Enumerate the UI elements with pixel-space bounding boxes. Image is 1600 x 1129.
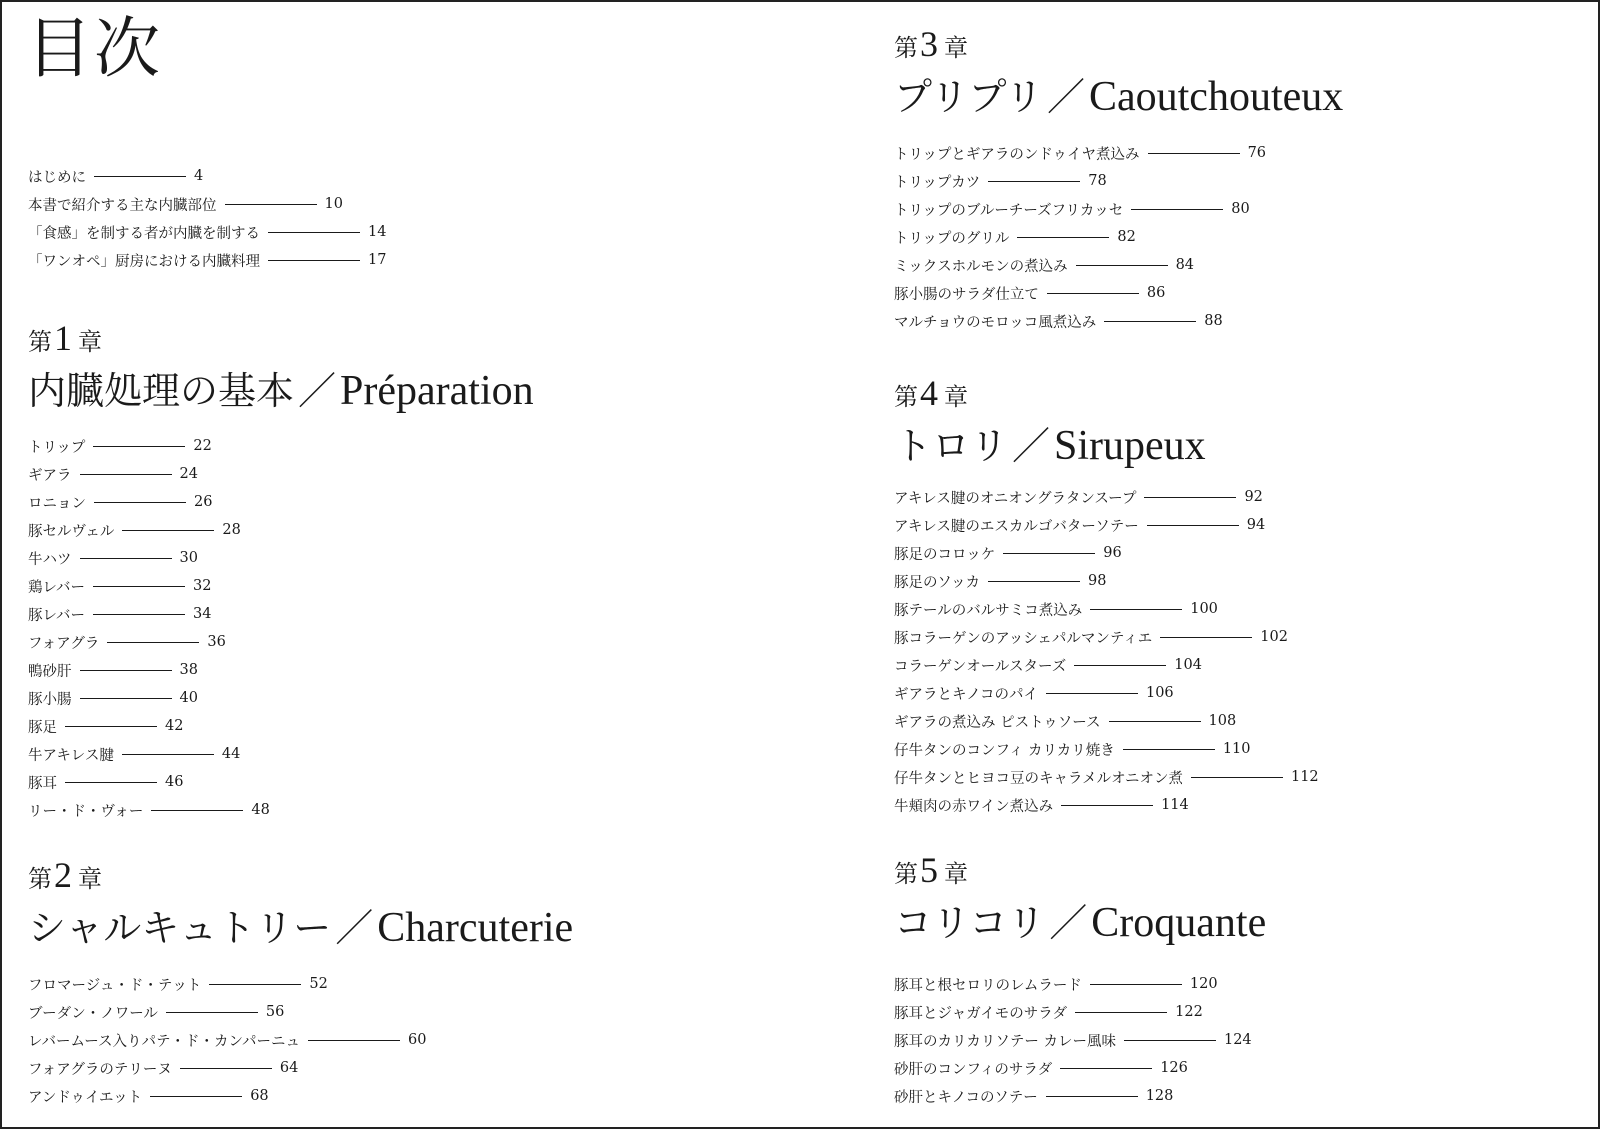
toc-entry-title: 仔牛タンのコンフィ カリカリ焼き (894, 742, 1115, 759)
chapter-2 (28, 857, 573, 949)
toc-leader-line (1047, 293, 1139, 294)
toc-entry (28, 460, 270, 488)
chapter-title-jp: シャルキュトリー (28, 906, 332, 950)
toc-leader-line (93, 446, 185, 447)
toc-entry-title: 本書で紹介する主な内臓部位 (28, 197, 217, 214)
toc-leader-line (107, 642, 199, 643)
toc-leader-line (1090, 984, 1182, 985)
chapter-title-jp: プリプリ (894, 75, 1043, 119)
toc-entry-title: 砂肝のコンフィのサラダ (894, 1061, 1053, 1078)
toc-leader-line (1148, 153, 1240, 154)
toc-entry-title: 豚テールのバルサミコ煮込み (894, 602, 1083, 619)
toc-entry-title: ギアラの煮込み ピストゥソース (894, 714, 1101, 731)
toc-entry-title: 鶏レバー (28, 579, 85, 596)
toc-entry-page: 68 (250, 1088, 269, 1104)
toc-entry-title: 牛アキレス腱 (28, 747, 114, 764)
toc-entry-page: 128 (1145, 1088, 1174, 1104)
toc-entry-page: 26 (194, 494, 213, 510)
toc-entry-title: アキレス腱のエスカルゴバターソテー (894, 518, 1139, 535)
toc-entry (28, 544, 270, 572)
chapter-suffix: 章 (78, 865, 102, 893)
toc-entry-title: 「ワンオペ」厨房における内臓料理 (28, 253, 260, 270)
toc-leader-line (1074, 665, 1166, 666)
toc-entry-title: 豚レバー (28, 607, 85, 624)
toc-leader-line (80, 670, 172, 671)
toc-entry-title: 豚小腸のサラダ仕立て (894, 286, 1039, 303)
toc-entry (894, 623, 1319, 651)
toc-entry-title: 砂肝とキノコのソテー (894, 1089, 1038, 1106)
toc-entry (28, 684, 270, 712)
toc-entry (28, 970, 426, 998)
chapter-title-fr: Caoutchouteux (1088, 74, 1344, 120)
toc-entry-title: 豚耳 (28, 775, 57, 792)
toc-entry (894, 1026, 1252, 1054)
chapter-number-label (894, 852, 1266, 888)
toc-entry (894, 1082, 1252, 1110)
toc-entry (894, 539, 1319, 567)
chapter-number-label (894, 26, 1343, 62)
toc-entry-title: 鴨砂肝 (28, 663, 72, 680)
toc-leader-line (65, 782, 157, 783)
toc-entry-title: 豚小腸 (28, 691, 72, 708)
toc-entry (28, 246, 386, 274)
toc-entry (894, 511, 1319, 539)
toc-entry-page: 106 (1145, 685, 1174, 701)
toc-entry (28, 162, 386, 190)
chapter-title (28, 370, 534, 412)
toc-entry-title: アキレス腱のオニオングラタンスープ (894, 490, 1137, 507)
toc-leader-line (122, 754, 214, 755)
toc-entry (894, 251, 1266, 279)
toc-entry-page: 42 (165, 718, 184, 734)
page-title: 目次 (26, 10, 162, 87)
chapter-title-fr: Préparation (340, 368, 534, 414)
toc-entry (894, 223, 1266, 251)
toc-leader-line (151, 810, 243, 811)
toc-entry-page: 28 (222, 522, 241, 538)
chapter-prefix: 第 (28, 328, 52, 356)
chapter-suffix: 章 (944, 383, 968, 411)
toc-entry-title: フロマージュ・ド・テット (28, 977, 202, 994)
toc-entry-page: 126 (1160, 1060, 1188, 1076)
toc-entry-page: 92 (1244, 489, 1263, 505)
toc-entry (28, 432, 270, 460)
toc-entry-page: 114 (1161, 797, 1189, 813)
toc-leader-line (1131, 209, 1223, 210)
toc-entry-page: 40 (179, 690, 198, 706)
toc-leader-line (166, 1012, 258, 1013)
toc-entry-page: 78 (1088, 173, 1107, 189)
chapter-prefix: 第 (894, 34, 918, 62)
toc-entry (894, 595, 1319, 623)
toc-entry (28, 740, 270, 768)
toc-entry-page: 104 (1174, 657, 1202, 673)
toc-entry-page: 84 (1175, 257, 1195, 273)
chapter-1-list (28, 432, 270, 824)
toc-entry-page: 112 (1290, 769, 1319, 785)
toc-leader-line (1144, 497, 1236, 498)
toc-entry-title: トリップカツ (894, 174, 981, 191)
toc-entry (894, 279, 1266, 307)
toc-entry-title: コラーゲンオールスターズ (894, 658, 1067, 675)
toc-entry-page: 48 (251, 802, 270, 818)
toc-entry-title: レバームース入りパテ・ド・カンパーニュ (28, 1033, 301, 1050)
toc-leader-line (65, 726, 157, 727)
toc-entry-title: ギアラ (28, 467, 72, 484)
toc-entry-page: 52 (309, 976, 328, 992)
toc-leader-line (1147, 525, 1239, 526)
chapter-prefix: 第 (894, 383, 918, 411)
toc-leader-line (94, 502, 186, 503)
toc-entry-page: 38 (179, 662, 198, 678)
intro-list (28, 162, 386, 274)
toc-entry (894, 679, 1319, 707)
toc-entry-title: ブーダン・ノワール (28, 1005, 158, 1022)
toc-leader-line (1124, 1040, 1216, 1041)
toc-leader-line (1160, 637, 1252, 638)
toc-entry-page: 34 (193, 606, 212, 622)
toc-entry-title: トリップのグリル (894, 230, 1010, 247)
toc-entry (894, 970, 1252, 998)
chapter-2-list (28, 970, 426, 1110)
toc-entry-page: 46 (165, 774, 184, 790)
toc-entry-page: 76 (1247, 145, 1267, 161)
toc-entry-title: フォアグラのテリーヌ (28, 1061, 172, 1078)
chapter-title (28, 907, 573, 949)
toc-leader-line (1090, 609, 1182, 610)
chapter-title-jp: トロリ (894, 424, 1009, 468)
toc-entry (894, 139, 1266, 167)
chapter-suffix: 章 (944, 860, 968, 888)
toc-entry-title: トリップ (28, 439, 86, 456)
chapter-number: 5 (920, 850, 938, 890)
toc-entry (28, 190, 386, 218)
chapter-title-fr: Charcuterie (377, 905, 574, 951)
toc-leader-line (80, 474, 172, 475)
toc-entry-page: 100 (1190, 601, 1218, 617)
toc-leader-line (1003, 553, 1095, 554)
chapter-number-label (28, 320, 534, 356)
chapter-number: 1 (54, 318, 72, 358)
toc-entry-page: 88 (1204, 313, 1223, 329)
toc-entry-title: トリップとギアラのンドゥイヤ煮込み (894, 146, 1140, 163)
chapter-title (894, 76, 1343, 118)
chapter-prefix: 第 (28, 865, 52, 893)
toc-leader-line (1109, 721, 1201, 722)
toc-entry-page: 102 (1260, 629, 1288, 645)
toc-entry-title: マルチョウのモロッコ風煮込み (894, 314, 1097, 331)
chapter-title-fr: Sirupeux (1054, 423, 1206, 469)
chapter-3 (894, 26, 1343, 118)
toc-leader-line (1046, 1096, 1138, 1097)
chapter-title-separator: ／ (1049, 901, 1088, 945)
toc-entry-title: リー・ド・ヴォー (28, 803, 144, 820)
toc-leader-line (1076, 265, 1168, 266)
chapter-number: 2 (54, 855, 72, 895)
toc-entry (894, 483, 1319, 511)
toc-leader-line (80, 698, 172, 699)
toc-entry-title: フォアグラ (28, 635, 100, 652)
toc-leader-line (268, 260, 360, 261)
toc-entry-page: 86 (1146, 285, 1166, 301)
toc-entry-title: 「食感」を制する者が内臓を制する (28, 225, 260, 242)
toc-leader-line (94, 176, 186, 177)
toc-entry (28, 796, 270, 824)
toc-entry (894, 651, 1319, 679)
toc-entry-page: 10 (324, 196, 343, 212)
toc-entry-page: 96 (1103, 545, 1122, 561)
toc-entry-page: 30 (179, 550, 198, 566)
toc-leader-line (988, 581, 1080, 582)
toc-leader-line (1075, 1012, 1167, 1013)
chapter-number: 3 (920, 24, 938, 64)
toc-leader-line (93, 614, 185, 615)
toc-entry-page: 24 (179, 466, 198, 482)
toc-entry-page: 82 (1117, 229, 1136, 245)
toc-leader-line (1104, 321, 1196, 322)
toc-entry (28, 712, 270, 740)
toc-leader-line (122, 530, 214, 531)
toc-entry-title: 豚セルヴェル (28, 523, 115, 540)
toc-entry-page: 44 (221, 746, 241, 762)
toc-entry-page: 120 (1189, 976, 1218, 992)
toc-entry (28, 218, 386, 246)
chapter-number: 4 (920, 373, 938, 413)
chapter-title-jp: コリコリ (894, 901, 1046, 945)
toc-entry-title: 豚足のソッカ (894, 574, 980, 591)
toc-entry-page: 98 (1088, 573, 1107, 589)
toc-entry-title: 豚コラーゲンのアッシェパルマンティエ (894, 630, 1153, 647)
toc-leader-line (988, 181, 1080, 182)
toc-leader-line (1017, 237, 1109, 238)
toc-entry (28, 656, 270, 684)
chapter-3-list (894, 139, 1266, 335)
toc-entry-title: 牛頬肉の赤ワイン煮込み (894, 798, 1054, 815)
toc-entry (28, 600, 270, 628)
toc-entry-title: 豚耳とジャガイモのサラダ (894, 1005, 1068, 1022)
toc-entry-title: 仔牛タンとヒヨコ豆のキャラメルオニオン煮 (894, 770, 1183, 787)
toc-entry (894, 567, 1319, 595)
chapter-5-list (894, 970, 1252, 1110)
toc-entry-title: 豚耳のカリカリソテー カレー風味 (894, 1033, 1116, 1050)
chapter-suffix: 章 (78, 328, 102, 356)
toc-leader-line (225, 204, 317, 205)
toc-entry-title: ミックスホルモンの煮込み (894, 258, 1068, 275)
toc-entry (28, 1026, 426, 1054)
toc-entry (28, 488, 270, 516)
toc-entry-page: 122 (1175, 1004, 1203, 1020)
toc-leader-line (180, 1068, 272, 1069)
chapter-4 (894, 375, 1206, 467)
toc-entry (28, 1054, 426, 1082)
chapter-number-label (28, 857, 573, 893)
chapter-5 (894, 852, 1266, 944)
toc-leader-line (1060, 1068, 1152, 1069)
toc-entry-page: 60 (408, 1032, 427, 1048)
toc-entry-page: 32 (193, 578, 212, 594)
toc-entry-page: 22 (193, 438, 212, 454)
toc-entry (894, 195, 1266, 223)
toc-entry (894, 707, 1319, 735)
toc-entry-page: 64 (279, 1060, 299, 1076)
toc-entry-page: 17 (368, 252, 387, 268)
chapter-title (894, 902, 1266, 944)
toc-leader-line (209, 984, 301, 985)
toc-entry (894, 167, 1266, 195)
chapter-number-label (894, 375, 1206, 411)
toc-entry (894, 998, 1252, 1026)
toc-leader-line (1191, 777, 1283, 778)
toc-entry-page: 108 (1208, 713, 1237, 729)
toc-entry-title: 豚耳と根セロリのレムラード (894, 977, 1082, 994)
toc-entry (894, 1054, 1252, 1082)
toc-entry (28, 628, 270, 656)
toc-leader-line (1123, 749, 1215, 750)
toc-entry-title: ギアラとキノコのパイ (894, 686, 1038, 703)
toc-entry-title: アンドゥイエット (28, 1089, 143, 1106)
toc-entry-page: 14 (368, 224, 387, 240)
toc-entry-page: 124 (1223, 1032, 1252, 1048)
toc-entry (28, 1082, 426, 1110)
toc-entry-title: 豚足 (28, 719, 57, 736)
toc-entry (894, 791, 1319, 819)
chapter-prefix: 第 (894, 860, 918, 888)
toc-entry-title: 豚足のコロッケ (894, 546, 996, 563)
toc-entry (28, 998, 426, 1026)
toc-leader-line (308, 1040, 400, 1041)
toc-entry (28, 768, 270, 796)
toc-entry (28, 572, 270, 600)
chapter-1 (28, 320, 534, 412)
chapter-suffix: 章 (944, 34, 968, 62)
chapter-title-separator: ／ (1012, 424, 1051, 468)
toc-leader-line (268, 232, 360, 233)
toc-entry-title: 牛ハツ (28, 551, 72, 568)
chapter-title (894, 425, 1206, 467)
toc-entry-title: はじめに (28, 169, 86, 186)
toc-entry-page: 36 (207, 634, 226, 650)
chapter-4-list (894, 483, 1319, 819)
toc-leader-line (93, 586, 185, 587)
toc-entry-page: 110 (1222, 741, 1251, 757)
chapter-title-fr: Croquante (1091, 900, 1267, 946)
toc-leader-line (80, 558, 172, 559)
toc-leader-line (150, 1096, 242, 1097)
toc-leader-line (1046, 693, 1138, 694)
toc-entry-title: トリップのブルーチーズフリカッセ (894, 202, 1124, 219)
toc-entry (894, 735, 1319, 763)
toc-entry (894, 307, 1266, 335)
chapter-title-separator: ／ (335, 906, 374, 950)
chapter-title-separator: ／ (1046, 75, 1085, 119)
toc-leader-line (1061, 805, 1153, 806)
toc-entry-page: 80 (1231, 201, 1250, 217)
toc-entry-page: 4 (194, 168, 204, 184)
toc-entry-title: ロニョン (28, 495, 86, 512)
toc-entry-page: 56 (265, 1004, 285, 1020)
toc-entry (894, 763, 1319, 791)
toc-entry (28, 516, 270, 544)
chapter-title-separator: ／ (298, 369, 337, 413)
toc-entry-page: 94 (1246, 517, 1266, 533)
chapter-title-jp: 内臓処理の基本 (28, 369, 295, 413)
